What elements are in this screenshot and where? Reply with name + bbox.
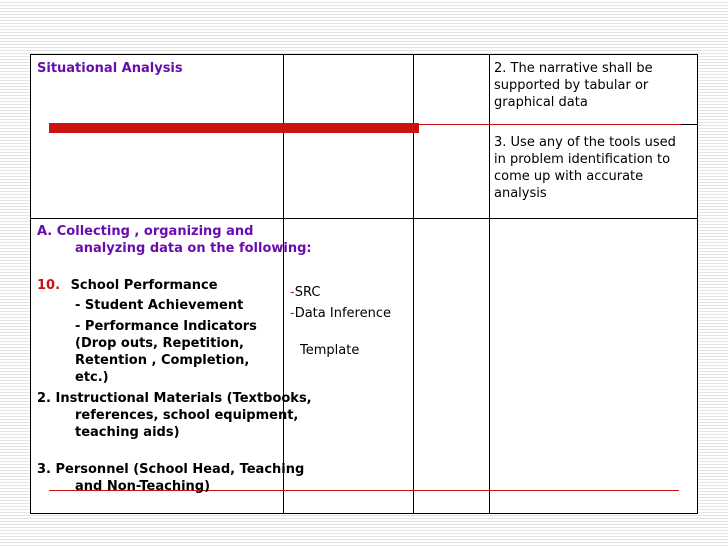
row-divider <box>31 218 697 219</box>
tool-template: Template <box>300 343 360 358</box>
item-label: School Performance <box>70 278 218 293</box>
tool-src <box>290 284 320 301</box>
dash-bullet: - <box>290 285 295 300</box>
tool-inference-label: Data Inference <box>294 306 391 321</box>
tool-src-label: SRC <box>294 285 321 300</box>
dash-bullet: - <box>290 306 295 321</box>
note-tabular-data: 2. The narrative shall be supported by tabular or graphical data <box>494 61 653 110</box>
item-school-performance <box>37 277 281 294</box>
note-analysis-tools: 3. Use any of the tools used in problem identification to come up with accurate analysis <box>494 135 676 201</box>
section-a-heading: A. Collecting , organizing and analyzing data on the following: <box>37 224 312 256</box>
red-accent-line-top <box>419 124 681 125</box>
red-accent-bar <box>49 123 419 133</box>
section-heading: Situational Analysis <box>37 61 183 76</box>
item-instructional-materials: 2. Instructional Materials (Textbooks, references, school equipment, teaching aids) <box>37 391 312 440</box>
sub-student-achievement: - Student Achievement <box>75 298 244 313</box>
tool-data-inference <box>290 305 391 322</box>
item-personnel: 3. Personnel (School Head, Teaching and Non-Teaching) <box>37 462 305 494</box>
sub-performance-indicators: - Performance Indicators (Drop outs, Repetition, Retention , Completion, etc.) <box>75 319 257 385</box>
item-number: 10. <box>37 278 61 293</box>
